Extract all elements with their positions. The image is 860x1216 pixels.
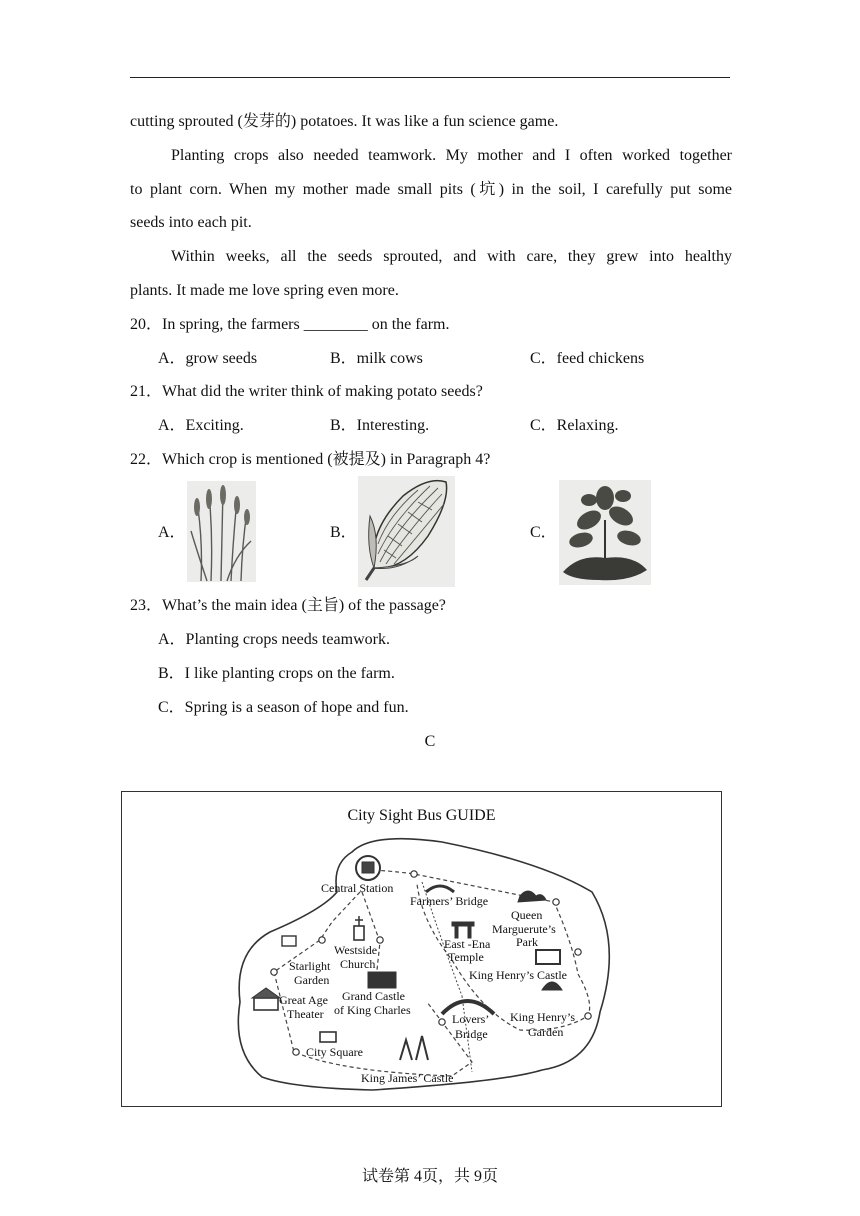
- option-b[interactable]: B．Interesting.: [330, 417, 430, 434]
- passage-line: Planting crops also needed teamwork. My mother and I often worked together: [171, 147, 732, 164]
- option-a[interactable]: A．: [158, 524, 186, 541]
- question-20: 20．In spring, the farmers ________ on the farm.: [130, 316, 450, 333]
- section-letter: C: [424, 733, 436, 750]
- label-grand-castle: Grand Castle: [342, 989, 405, 1003]
- label-queen-park: Park: [516, 935, 538, 949]
- potato-plant-image[interactable]: [559, 480, 651, 585]
- label-theater: Theater: [287, 1007, 324, 1021]
- option-c[interactable]: C．Spring is a season of hope and fun.: [158, 699, 409, 716]
- passage-line: seeds into each pit.: [130, 214, 252, 231]
- label-henry-garden: Garden: [528, 1025, 564, 1039]
- option-c[interactable]: C．feed chickens: [530, 350, 645, 367]
- option-b[interactable]: B．: [330, 524, 357, 541]
- theater-icon: [254, 998, 278, 1010]
- label-grand-castle: of King Charles: [334, 1003, 411, 1017]
- bus-guide-box: [121, 791, 722, 1107]
- question-21: 21．What did the writer think of making potato seeds?: [130, 383, 483, 400]
- label-lovers-bridge: Bridge: [455, 1027, 488, 1041]
- grand-castle-icon: [368, 972, 396, 988]
- option-a[interactable]: A．Exciting.: [158, 417, 244, 434]
- option-a[interactable]: A．Planting crops needs teamwork.: [158, 631, 390, 648]
- label-queen-park: Marguerute’s: [492, 922, 556, 936]
- passage-line: to plant corn. When my mother made small pits (坑) in the soil, I carefully put some: [130, 181, 732, 198]
- label-queen-park: Queen: [511, 908, 543, 922]
- henry-garden-icon: [542, 982, 562, 990]
- potato-plant-icon: [559, 480, 651, 585]
- wheat-icon: [187, 481, 256, 582]
- label-westside-church: Church: [340, 957, 376, 971]
- passage-line: plants. It made me love spring even more.: [130, 282, 399, 299]
- label-henry-garden: King Henry’s: [510, 1010, 575, 1024]
- wheat-image[interactable]: [187, 481, 256, 582]
- farmers-bridge-icon: [426, 886, 454, 892]
- guide-title: City Sight Bus GUIDE: [347, 807, 496, 824]
- label-theater: Great Age: [279, 993, 328, 1007]
- city-square-icon: [320, 1032, 336, 1042]
- question-22: 22．Which crop is mentioned (被提及) in Paragraph 4?: [130, 451, 491, 468]
- option-c[interactable]: C．Relaxing.: [530, 417, 619, 434]
- header-rule: [130, 77, 730, 78]
- label-james-castle: King James’ Castle: [361, 1071, 454, 1085]
- label-starlight-garden: Starlight: [289, 959, 331, 973]
- church-icon: [354, 926, 364, 940]
- label-central-station: Central Station: [321, 881, 394, 895]
- corn-image[interactable]: [358, 476, 455, 587]
- label-city-square: City Square: [306, 1045, 363, 1059]
- henry-castle-icon: [536, 950, 560, 964]
- passage-line: cutting sprouted (发芽的) potatoes. It was like a fun science game.: [130, 113, 559, 130]
- label-farmers-bridge: Farmers’ Bridge: [410, 894, 489, 908]
- starlight-garden-icon: [282, 936, 296, 946]
- label-starlight-garden: Garden: [294, 973, 330, 987]
- question-23: 23．What’s the main idea (主旨) of the passage?: [130, 597, 446, 614]
- option-a[interactable]: A．grow seeds: [158, 350, 258, 367]
- label-henry-castle: King Henry’s Castle: [469, 968, 567, 982]
- label-lovers-bridge: Lovers’: [452, 1012, 490, 1026]
- city-map: [122, 792, 721, 1106]
- label-temple: Temple: [448, 950, 484, 964]
- park-icon: [518, 891, 546, 902]
- option-b[interactable]: B．I like planting crops on the farm.: [158, 665, 395, 682]
- james-castle-icon: [400, 1036, 428, 1060]
- page-footer: 试卷第 4页，共 9页: [361, 1168, 498, 1185]
- corn-icon: [358, 476, 455, 587]
- option-c[interactable]: C．: [530, 524, 557, 541]
- passage-line: Within weeks, all the seeds sprouted, and with care, they grew into healthy: [171, 248, 732, 265]
- label-westside-church: Westside: [334, 943, 378, 957]
- label-temple: East -Ena: [444, 937, 491, 951]
- option-b[interactable]: B．milk cows: [330, 350, 423, 367]
- temple-icon: [452, 922, 474, 926]
